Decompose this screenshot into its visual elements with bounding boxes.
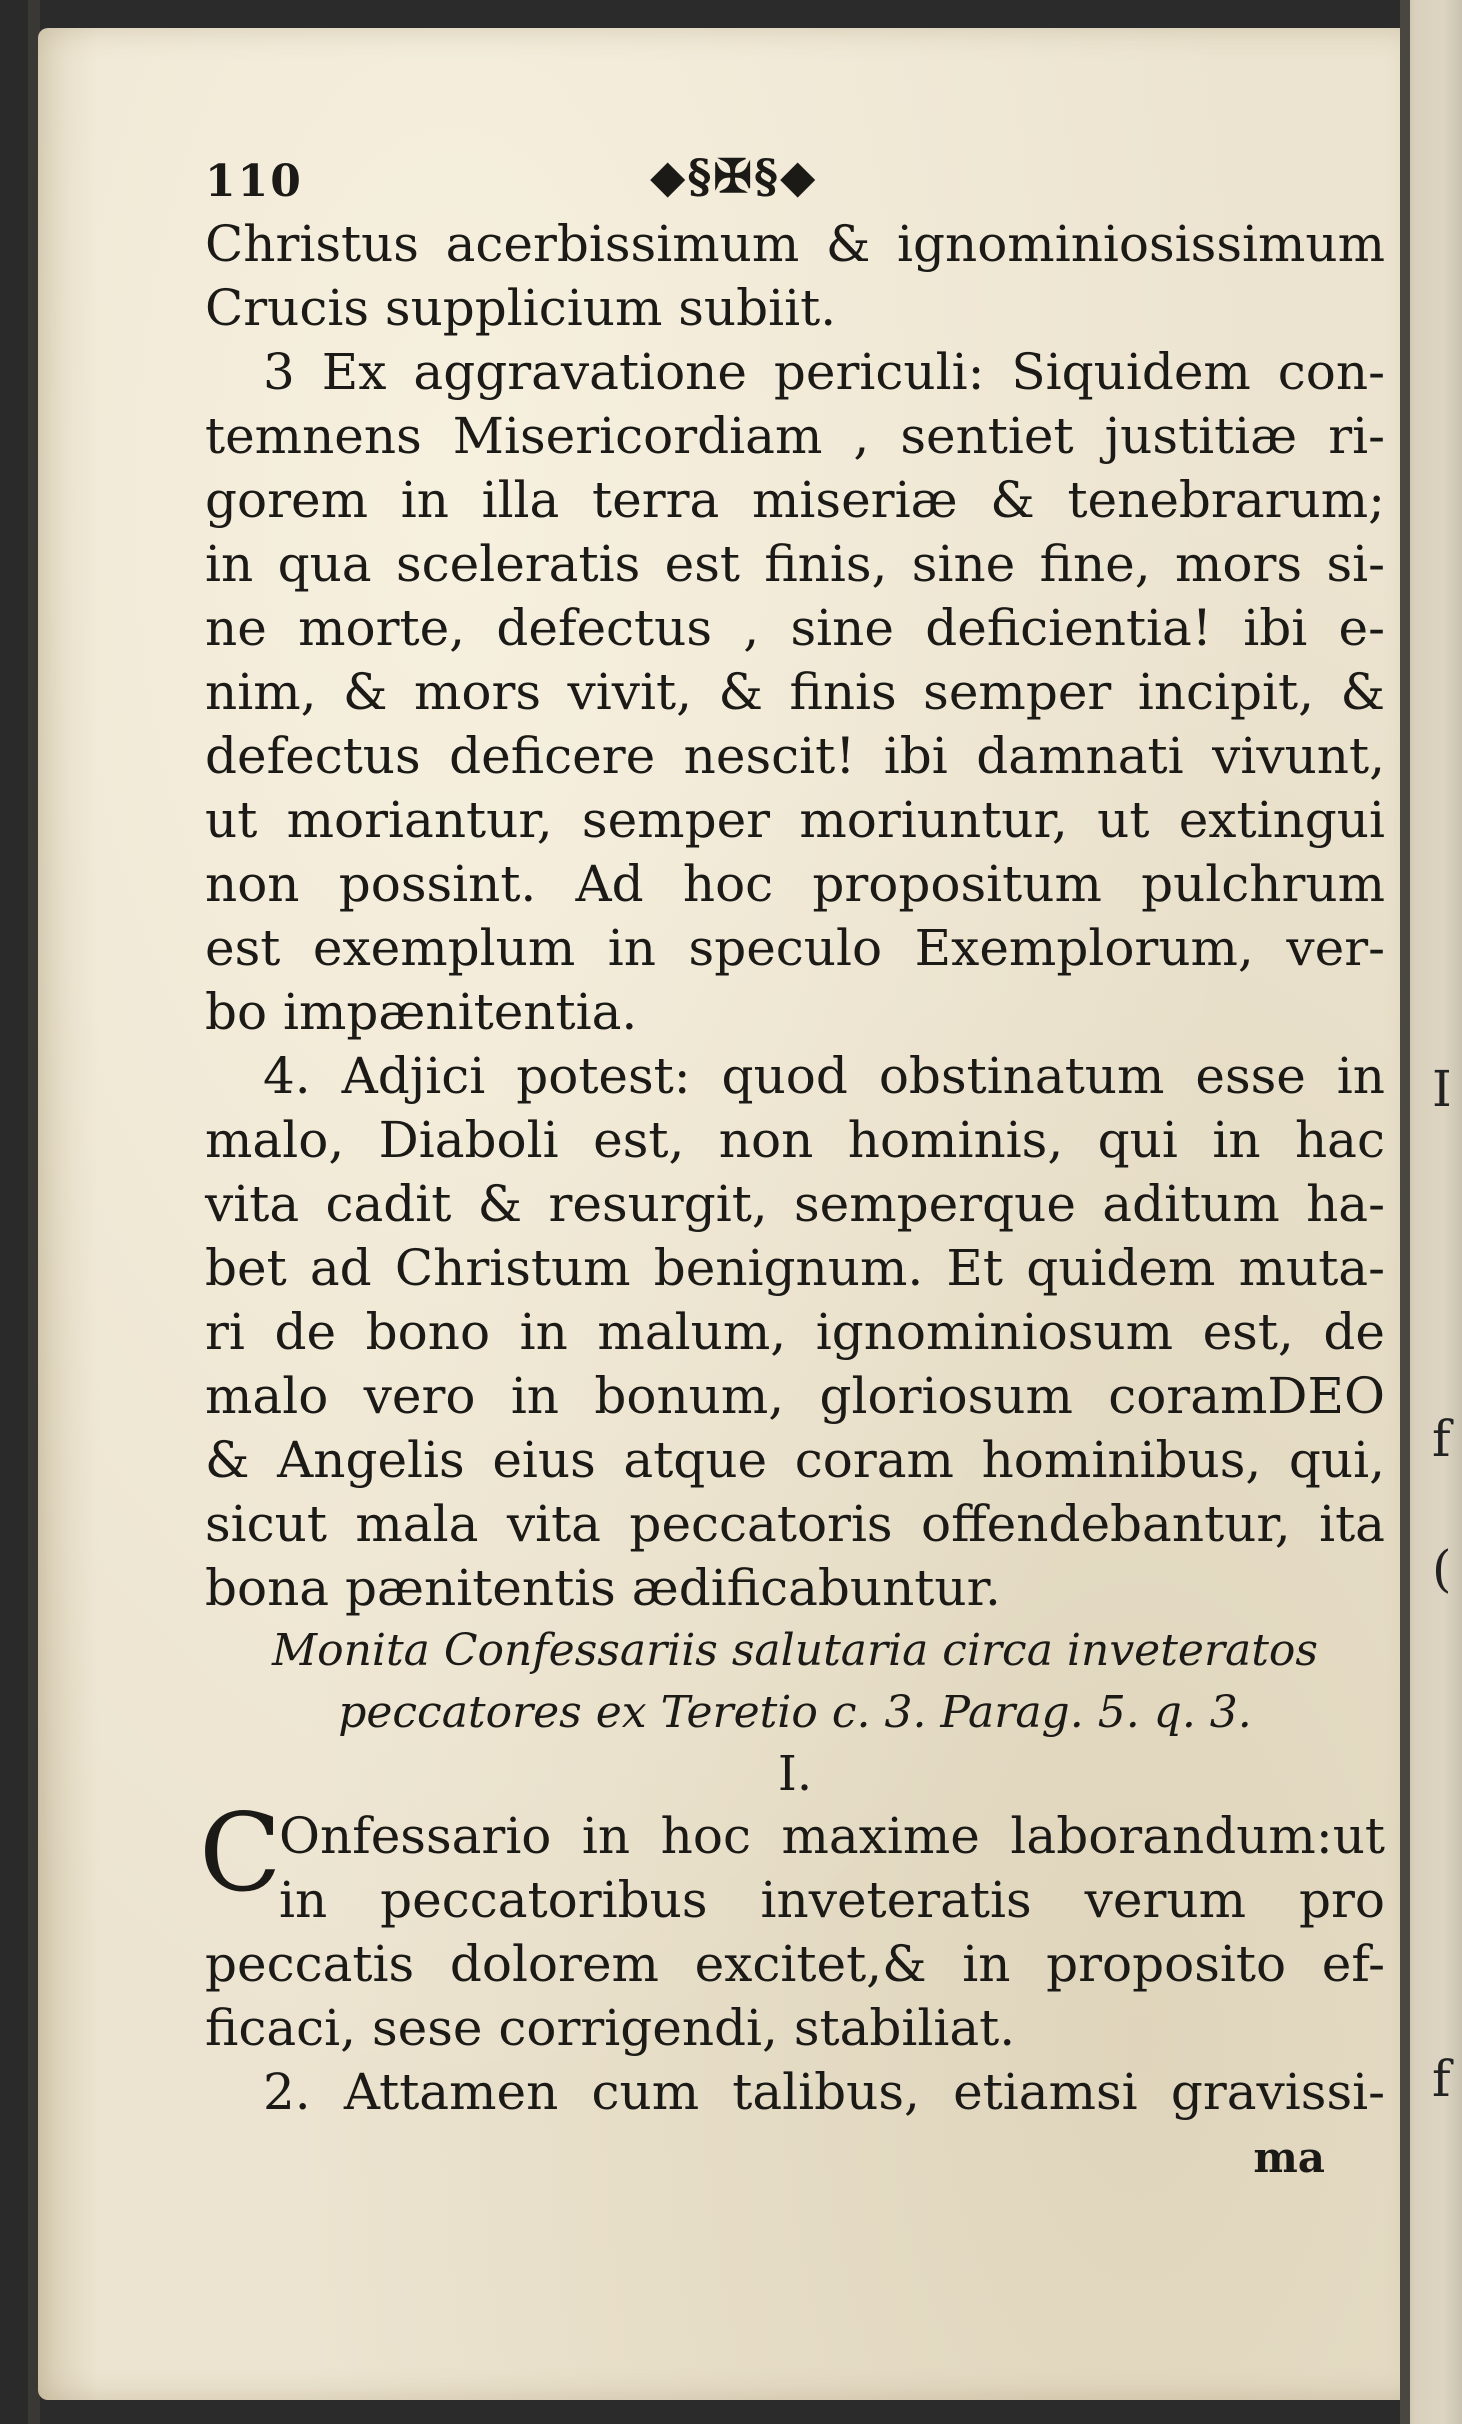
page-gutter-shadow <box>1400 0 1410 2424</box>
text-line: peccatis dolorem excitet,& in proposito ef- <box>205 1935 1385 1993</box>
text-line: defectus deficere nescit! ibi damnati vivunt, <box>205 727 1385 785</box>
page-number: 110 <box>205 156 303 207</box>
text-line: Christus acerbissimum & ignominiosissimum <box>205 215 1385 273</box>
text-line: 4. Adjici potest: quod obstinatum esse in <box>263 1047 1385 1105</box>
section-numeral: I. <box>777 1746 813 1802</box>
section-paragraph <box>199 1791 1385 2124</box>
text-line: est exemplum in speculo Exemplorum, ver- <box>205 919 1385 977</box>
header-ornament: ◆§✠§◆ <box>650 149 818 203</box>
text-line: gorem in illa terra miseriæ & tenebrarum; <box>205 471 1385 529</box>
text-line: ne morte, defectus , sine deficientia! ibi e- <box>205 599 1385 657</box>
text-line: sicut mala vita peccatoris offendebantur, ita <box>205 1495 1385 1553</box>
text-line: 2. Attamen cum talibus, etiamsi gravissi- <box>263 2063 1385 2121</box>
text-line: bo impænitentia. <box>205 983 638 1041</box>
text-line: Crucis supplicium subiit. <box>205 279 837 337</box>
drop-cap: C <box>199 1791 282 1916</box>
text-line: ut moriantur, semper moriuntur, ut extingui <box>205 791 1385 849</box>
text-line: bona pænitentis ædificabuntur. <box>205 1559 1001 1617</box>
facing-page-glyph: f <box>1432 2050 1451 2108</box>
facing-page-glyph: I <box>1432 1060 1452 1118</box>
text-line: malo vero in bonum, gloriosum coramDEO <box>205 1367 1385 1425</box>
text-line: & Angelis eius atque coram hominibus, qui, <box>205 1431 1385 1489</box>
text-line: 3 Ex aggravatione periculi: Siquidem con- <box>263 343 1385 401</box>
text-line: ri de bono in malum, ignominiosum est, de <box>205 1303 1385 1361</box>
text-line: bet ad Christum benignum. Et quidem muta- <box>205 1239 1385 1297</box>
section-heading-line: Monita Confessariis salutaria circa inveteratos <box>272 1625 1318 1676</box>
text-line: ficaci, sese corrigendi, stabiliat. <box>205 1999 1016 2057</box>
facing-page-glyph: ( <box>1432 1540 1452 1598</box>
running-header <box>205 150 1385 212</box>
text-line: temnens Misericordiam , sentiet justitiæ ri- <box>205 407 1385 465</box>
section-heading <box>205 1620 1385 1744</box>
body-paragraphs <box>205 212 1385 1620</box>
facing-page-edge <box>1400 0 1462 2424</box>
text-line: Onfessario in hoc maxime laborandum:ut <box>279 1807 1385 1865</box>
catchword: ma <box>1253 2133 1325 2182</box>
text-line: nim, & mors vivit, & finis semper incipit, & <box>205 663 1385 721</box>
text-line: non possint. Ad hoc propositum pulchrum <box>205 855 1385 913</box>
text-line: vita cadit & resurgit, semperque aditum ha- <box>205 1175 1385 1233</box>
section-heading-line: peccatores ex Teretio c. 3. Parag. 5. q. 3. <box>338 1687 1252 1738</box>
page-text-block <box>199 149 1385 2190</box>
facing-page-glyph: f <box>1432 1410 1451 1468</box>
text-line: in peccatoribus inveteratis verum pro <box>279 1871 1385 1929</box>
text-line: in qua sceleratis est finis, sine fine, mors si- <box>205 535 1385 593</box>
text-line: malo, Diaboli est, non hominis, qui in hac <box>205 1111 1385 1169</box>
